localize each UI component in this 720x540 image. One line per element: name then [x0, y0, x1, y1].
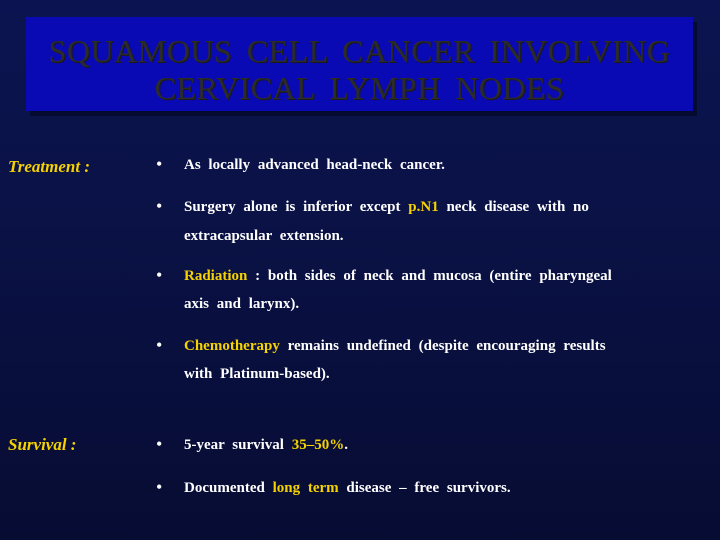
survival-label: Survival :: [8, 435, 77, 454]
bullet-4-post: remains undefined (despite encouraging results: [279, 338, 606, 354]
bullet-2-post: neck disease with no: [438, 199, 589, 215]
bullet-4-line-1: [184, 338, 606, 355]
bullet-3-highlight: Radiation: [184, 268, 248, 284]
slide-title-line-2: CERVICAL LYMPH NODES: [154, 70, 565, 106]
bullet-5-text: [184, 437, 348, 454]
bullet-dot-icon: •: [156, 335, 163, 355]
slide-title-line-1: SQUAMOUS CELL CANCER INVOLVING: [48, 33, 671, 69]
bullet-dot-icon: •: [156, 265, 163, 285]
bullet-2-line-2: extracapsular extension.: [184, 228, 344, 244]
bullet-5-pre: 5-year survival: [184, 437, 292, 453]
bullet-4-highlight: Chemotherapy: [184, 338, 280, 354]
bullet-5-post: .: [344, 437, 348, 453]
bullet-2-pre: Surgery alone is inferior except: [184, 199, 409, 215]
bullet-5-highlight: 35–50%: [291, 437, 345, 453]
bullet-dot-icon: •: [156, 434, 163, 454]
bullet-3-line-2: axis and larynx).: [184, 296, 300, 312]
bullet-6-pre: Documented: [184, 480, 273, 496]
bullet-6-highlight: long term: [272, 480, 339, 496]
bullet-1-text: [184, 157, 445, 174]
treatment-label: Treatment :: [8, 157, 90, 176]
bullet-dot-icon: •: [156, 154, 163, 174]
bullet-2-highlight: p.N1: [408, 199, 439, 215]
title-box: [26, 17, 693, 111]
bullet-dot-icon: •: [156, 477, 163, 497]
bullet-6-text: [184, 480, 511, 497]
bullet-3-post: : both sides of neck and mucosa (entire pharyngeal: [247, 268, 612, 284]
bullet-2-line-1: [184, 199, 589, 216]
bullet-4-line-2: with Platinum-based).: [184, 366, 330, 382]
bullet-6-post: disease – free survivors.: [338, 480, 511, 496]
bullet-1-text-span: As locally advanced head-neck cancer.: [184, 157, 445, 173]
bullet-dot-icon: •: [156, 196, 163, 216]
bullet-3-line-1: [184, 268, 612, 285]
